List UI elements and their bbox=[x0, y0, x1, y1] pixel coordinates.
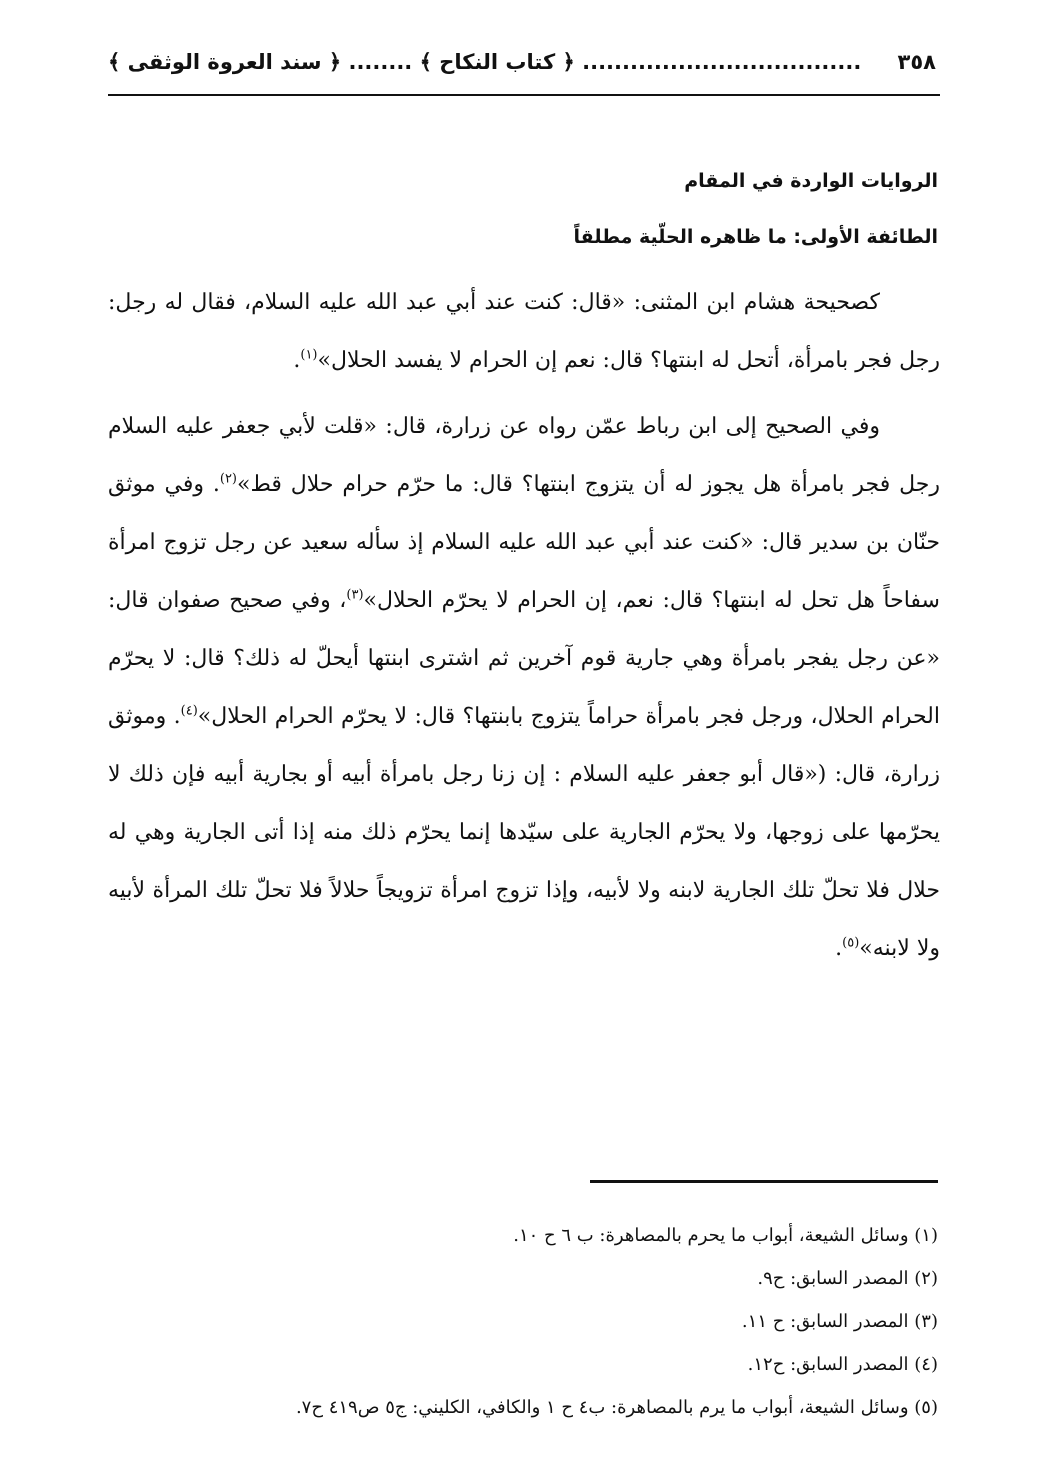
paragraph-2 bbox=[108, 398, 940, 978]
footnotes-list bbox=[108, 1214, 938, 1429]
paragraph-2-text-2: . وفي موثق حنّان بن سدير قال: «كنت عند أبي عبد الله عليه السلام إذ سأله سعيد عن رجل تزوج امرأة سفاحاً هل تحل له ابنتها؟ قال: نعم، إن الحرام لا يحرّم الحلال» bbox=[108, 472, 940, 613]
book-page bbox=[108, 40, 940, 1440]
paragraph-2-end: . bbox=[835, 936, 843, 961]
footnote-rule bbox=[590, 1180, 938, 1183]
footnote-ref-4: (٤) bbox=[180, 703, 198, 719]
section-title: الروايات الواردة في المقام bbox=[684, 170, 938, 192]
footnote-ref-3: (٣) bbox=[346, 587, 364, 603]
footnote-ref-1: (١) bbox=[300, 347, 318, 363]
footnote-1: (١) وسائل الشيعة، أبواب ما يحرم بالمصاهرة: ب ٦ ح ١٠. bbox=[513, 1225, 938, 1246]
footnote-5: (٥) وسائل الشيعة، أبواب ما يرم بالمصاهرة: ب٤ ح ١ والكافي، الكليني: ج٥ ص٤١٩ ح٧. bbox=[295, 1397, 938, 1418]
body-text bbox=[108, 274, 940, 986]
header-rule bbox=[108, 94, 940, 96]
paragraph-2-text-4: . وموثق زرارة، قال: («قال أبو جعفر عليه السلام : إن زنا رجل بامرأة أبيه أو بجارية أبيه فإن ذلك لا يحرّمها على زوجها، ولا يحرّم الجارية على سيّدها إنما يحرّم ذلك منه إذا أتى الجارية وهي له حلال فلا تحلّ تلك الجارية لابنه ولا لأبيه، وإذا تزوج امرأة تزويجاً حلالاً فلا تحلّ تلك المرأة لأبيه ولا لابنه» bbox=[108, 704, 940, 961]
footnote-ref-2: (٢) bbox=[219, 471, 237, 487]
subsection-title: الطائفة الأولى: ما ظاهره الحلّية مطلقاً bbox=[573, 226, 938, 248]
footnote-4: (٤) المصدر السابق: ح١٢. bbox=[747, 1354, 938, 1375]
page-number: ٣٥٨ bbox=[897, 50, 936, 74]
paragraph-1-end: . bbox=[293, 348, 301, 373]
paragraph-2-text-1: وفي الصحيح إلى ابن رباط عمّن رواه عن زرارة، قال: «قلت لأبي جعفر عليه السلام رجل فجر بامرأة هل يجوز له أن يتزوج ابنتها؟ قال: ما حرّم حرام حلال قط» bbox=[108, 414, 941, 497]
paragraph-2-text-3: ، وفي صحيح صفوان قال: «عن رجل يفجر بامرأة وهي جارية قوم آخرين ثم اشترى ابنتها أيحلّ له ذلك؟ قال: لا يحرّم الحرام الحلال، ورجل فجر بامرأة حراماً يتزوج بابنتها؟ قال: لا يحرّم الحرام الحلال» bbox=[108, 588, 940, 729]
running-header bbox=[108, 40, 940, 84]
running-header-title: ................................... ﴿ كتاب النكاح ﴾ ........ ﴿ سند العروة الوثقى ﴾ bbox=[108, 50, 862, 74]
paragraph-1 bbox=[108, 274, 940, 390]
footnote-3: (٣) المصدر السابق: ح ١١. bbox=[741, 1311, 938, 1332]
footnote-ref-5: (٥) bbox=[842, 935, 860, 951]
paragraph-1-text: كصحيحة هشام ابن المثنى: «قال: كنت عند أبي عبد الله عليه السلام، فقال له رجل: رجل فجر بامرأة، أتحل له ابنتها؟ قال: نعم إن الحرام لا يفسد الحلال» bbox=[108, 290, 940, 373]
footnote-2: (٢) المصدر السابق: ح٩. bbox=[757, 1268, 938, 1289]
